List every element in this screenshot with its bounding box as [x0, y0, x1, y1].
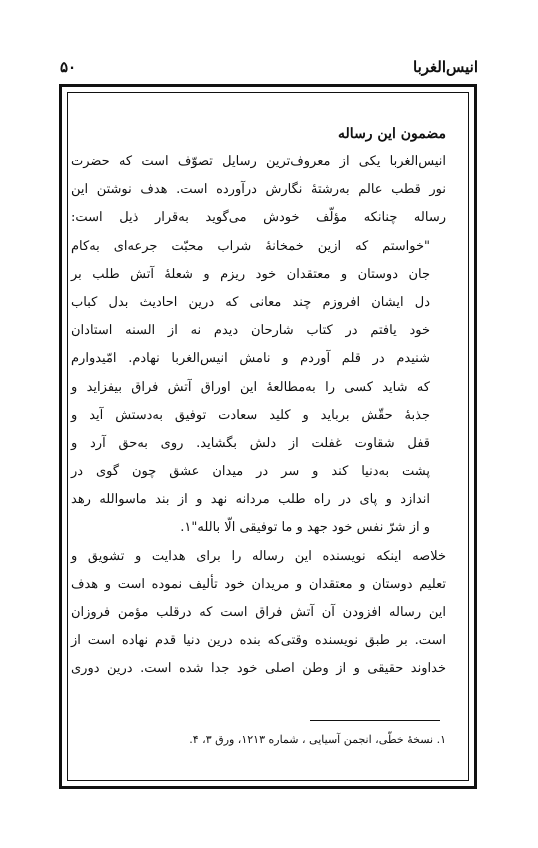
quote-line: جان دوستان و معتقدان خود ریزم و شعلهٔ آتش طلب بر [71, 266, 430, 282]
quote-line: قفل شقاوت غفلت از دلش بگشاید. روی به‌حق آرد و [71, 435, 430, 451]
summary-line: خداوند حقیقی و از وطن اصلی خود جدا شده است. درین دوری [71, 661, 446, 677]
footnote: ۱. نسخهٔ خطّی، انجمن آسیایی ، شماره ۱۲۱۳، ورق ۳، ۴. [189, 733, 446, 746]
quote-line: پشت به‌دنیا کند و سر در میدان عشق چون گوی در [71, 464, 430, 480]
main-text [71, 120, 446, 684]
quote-line: و از شرّ نفس خود جهد و ما توفیقی الّا بالله"۱. [180, 520, 430, 536]
summary-line: این رساله افزودن آن آتش فراق است که درقلب مؤمن فروزان [71, 605, 446, 620]
running-title: انیس‌الغربا [413, 58, 478, 76]
section-heading: مضمون این رساله [338, 126, 446, 142]
quote-line: اندازد و پای در راه طلب مردانه نهد و از بند ماسوالله رهد [71, 492, 430, 508]
summary-line: خلاصه اینکه نویسنده این رساله را برای هدایت و تشویق و [71, 548, 446, 564]
quote-line: جذبهٔ حقّش برباید و کلید سعادت توفیق به‌دستش آید و [71, 407, 430, 423]
page-header [60, 58, 478, 84]
quote-line: شنیدم در قلم آوردم و نامش انیس‌الغربا نهادم. امّیدوارم [71, 351, 430, 367]
summary-line: است. بر طبق نویسنده وقتی‌که بنده درین دنیا قدم نهاده است از [71, 633, 446, 649]
quote-line: دل ایشان افروزم چند معانی که درین احادیث بدل کباب [71, 294, 430, 310]
page-number: ۵۰ [60, 58, 77, 76]
quote-line: "خواستم که ازین خمخانهٔ شراب محبّت جرعه‌ای به‌کام [71, 238, 430, 254]
intro-line: نور قطب عالم به‌رشتهٔ نگارش درآورده است. هدف نوشتن این [71, 182, 446, 198]
quote-line: خود یافتم در کتاب شارحان دیدم نه از السنه استادان [71, 323, 430, 339]
intro-line: رساله چنانکه مؤلّف خودش می‌گوید به‌قرار ذیل است: [71, 210, 446, 226]
footnote-separator [310, 720, 440, 721]
quote-line: که شاید کسی را به‌مطالعهٔ این اوراق آتش فراق بیفزاید و [71, 379, 430, 395]
intro-line: انیس‌الغربا یکی از معروف‌ترین رسایل تصوّف است که حضرت [71, 154, 446, 169]
summary-line: تعلیم دوستان و معتقدان و مریدان خود تألیف نموده است و هدف [71, 576, 446, 592]
